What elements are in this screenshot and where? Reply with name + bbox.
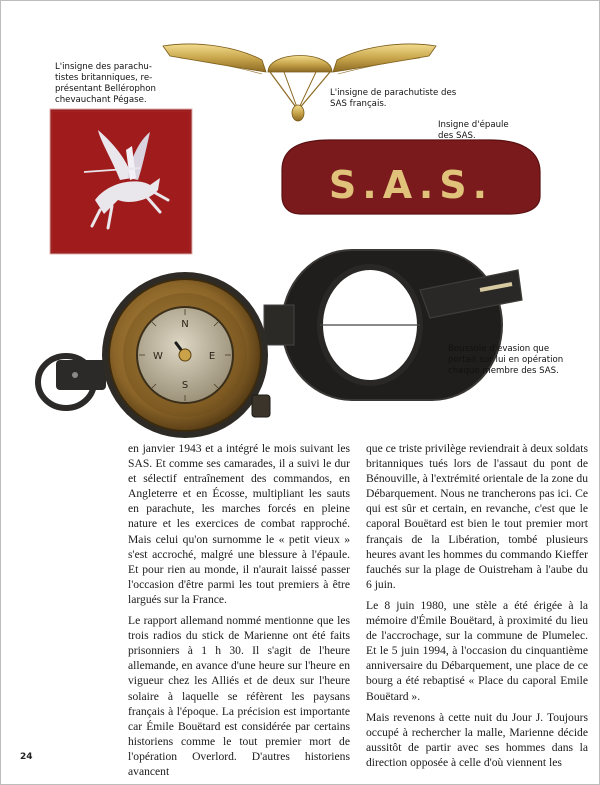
body-column-left [128,441,350,785]
compass-east-label: E [208,351,216,362]
caption-escape-compass: Boussole d'évasion que portait sur lui en opération chaque membre des SAS. [448,344,564,376]
paragraph: Le 8 juin 1980, une stèle a été érigée à la mémoire d'Émile Bouëtard, à proximité du lieu de l'accrochage, sur la commune de Plumelec. Et le 5 juin 1994, à l'occasion du cinquantième anniversaire du Débarquement, une place de ce bourg a été rebaptisé « Place du caporal Emile Bouëtard ». [366,598,588,703]
caption-sas-shoulder-badge: Insigne d'épaule des SAS. [438,120,509,141]
paragraph: Le rapport allemand nommé mentionne que les trois radios du stick de Marienne ont été faits prisonniers à 1 h 30. Il s'agit de l'heure allemande, en avance d'une heure sur l'heure en vigueur chez les Alliés et de deux sur l'heure solaire à laquelle se réfèrent les paysans français à l'époque. La précision est importante car Émile Bouëtard est considérée par certains historiens comme le tout premier mort de l'opération Overlord. D'autres historiens avancent [128,614,350,778]
caption-british-parachute-badge: L'insigne des parachu-tistes britanniques, re-présentant Bellérophon chevauchant Pégase. [55,62,156,105]
body-column-right [366,441,588,776]
sas-badge-text: S.A.S. [328,163,494,207]
sas-shoulder-badge [282,140,540,214]
caption-sas-parachute-badge: L'insigne de parachutiste des SAS français. [330,88,457,109]
compass-west-label: W [153,351,163,362]
paragraph: en janvier 1943 et a intégré le mois suivant les SAS. Et comme ses camarades, il a suivi le dur et sélectif entraînement des commandos, en Angleterre et en Écosse, multipliant les sauts en parachute, les marches forcés en pleine nature et les exercices de combat rapproché. Mais celui qu'on surnomme le « petit vieux » s'est accroché, malgré une blessure à l'épaule. Et pour rien au monde, il n'aurait laissé passer l'occasion d'être parmi les tout premiers à être largués sur la France. [128,442,350,606]
compass-north-label: N [181,319,189,330]
compass-south-label: S [181,380,189,391]
paragraph: Mais revenons à cette nuit du Jour J. Toujours occupé à rechercher la malle, Marienne décide aussitôt de partir avec ses hommes dans la direction opposée à celle d'où viennent les [366,710,588,769]
page-number: 24 [20,752,33,762]
pegasus-patch-icon [51,110,191,253]
paragraph: que ce triste privilège reviendrait à deux soldats britanniques tués lors de l'assaut du pont de Bénouville, à l'extrémité orientale de la zone du Débarquement. Nous ne trancherons pas ici. Ce qui est sûr et certain, en revanche, c'est que le caporal Bouëtard est bien le tout premier mort français de la Libération, tombé plusieurs heures avant les hommes du commando Kieffer fauchés sur la plage de Ouistreham à l'aube du 6 juin. [366,442,588,591]
